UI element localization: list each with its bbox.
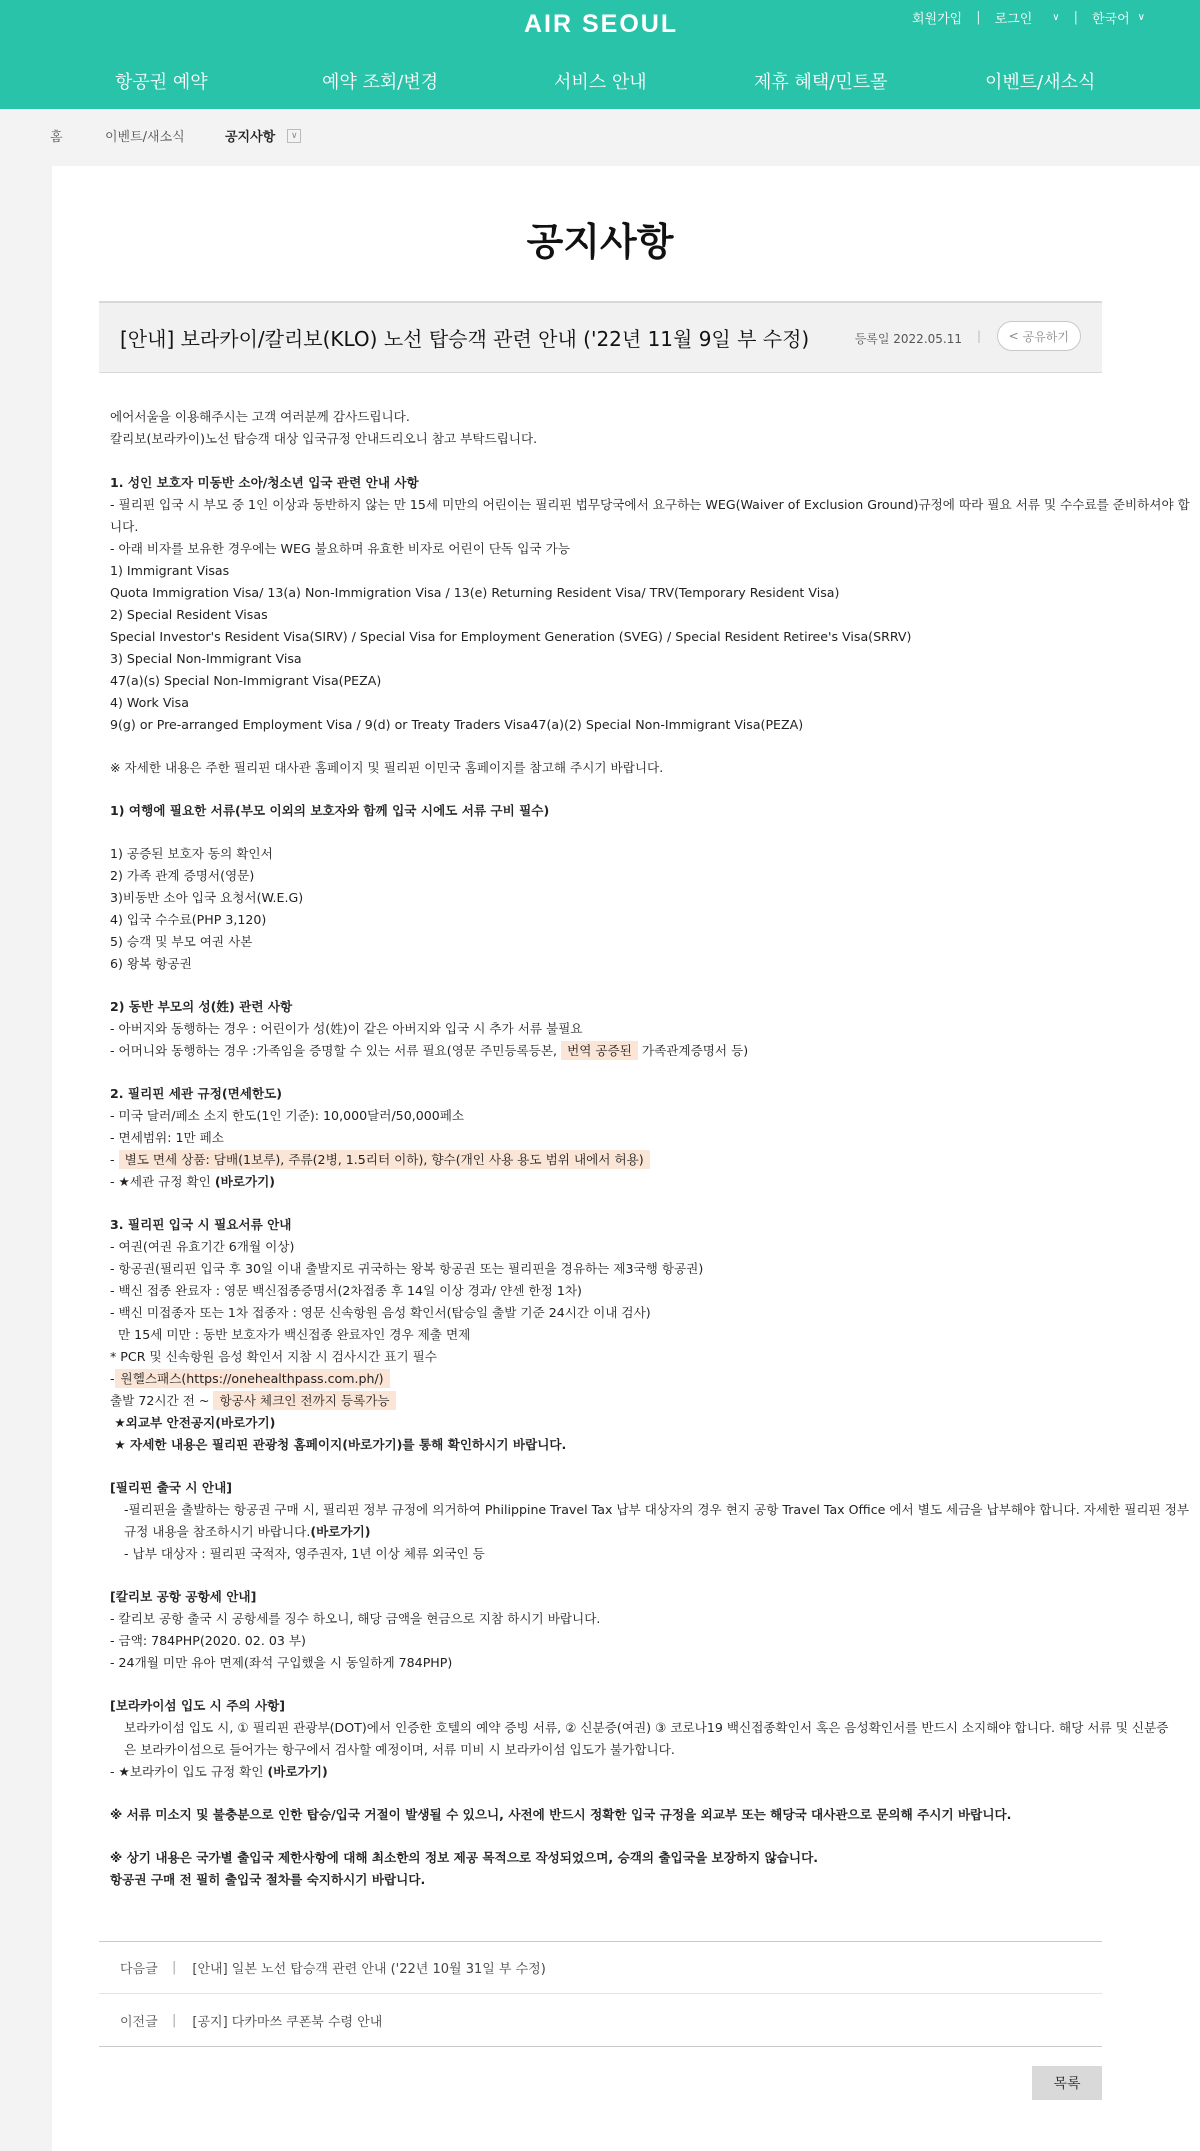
- body-text: - 미국 달러/페소 소지 한도(1인 기준): 10,000달러/50,000페소: [110, 1108, 465, 1123]
- section-heading: [필리핀 출국 시 안내]: [110, 1480, 232, 1495]
- breadcrumb-home[interactable]: 홈: [50, 130, 63, 145]
- site-header: [0, 0, 1200, 109]
- next-post-row[interactable]: [99, 1941, 1102, 1994]
- highlight-text: 번역 공증된: [561, 1041, 638, 1060]
- body-text: Special Investor's Resident Visa(SIRV) / Special Visa for Employment Generation (SVEG) / Special Resident Retiree's Visa(SRRV): [110, 629, 912, 644]
- breadcrumb-events[interactable]: 이벤트/새소식: [105, 130, 185, 145]
- body-text: Quota Immigration Visa/ 13(a) Non-Immigration Visa / 13(e) Returning Resident Visa/ TRV(Temporary Resident Visa): [110, 585, 840, 600]
- body-text: [110, 1149, 1185, 1171]
- post-header: [99, 301, 1102, 373]
- section-heading: 3. 필리핀 입국 시 필요서류 안내: [110, 1217, 292, 1232]
- list-item: 1) 공증된 보호자 동의 확인서: [110, 846, 273, 861]
- body-text: [110, 1368, 1185, 1390]
- divider: |: [172, 2012, 177, 2028]
- body-note: ※ 자세한 내용은 주한 필리핀 대사관 홈페이지 및 필리핀 이민국 홈페이지를 참고해 주시기 바랍니다.: [110, 760, 664, 775]
- main-nav: [0, 68, 1200, 98]
- body-text: 은 보라카이섬으로 들어가는 항구에서 검사할 예정이며, 서류 미비 시 보라카이섬 입도가 불가합니다.: [124, 1742, 675, 1757]
- body-text: - 24개월 미만 유아 면제(좌석 구입했을 시 동일하게 784PHP): [110, 1655, 453, 1670]
- body-text: - 항공권(필리핀 입국 후 30일 이내 출발지로 귀국하는 왕복 항공권 또는 필리핀을 경유하는 제3국행 항공권): [110, 1261, 704, 1276]
- body-text: - 아래 비자를 보유한 경우에는 WEG 불요하며 유효한 비자로 어린이 단독 입국 가능: [110, 541, 570, 556]
- section-heading: 2) 동반 부모의 성(姓) 관련 사항: [110, 999, 293, 1014]
- divider: |: [976, 10, 981, 25]
- next-post-title[interactable]: [안내] 일본 노선 탑승객 관련 안내 ('22년 10월 31일 부 수정): [192, 1962, 546, 1977]
- next-post-label: 다음글: [120, 1962, 158, 1977]
- mofa-notice-link[interactable]: ★외교부 안전공지(바로가기): [110, 1415, 276, 1430]
- section-heading: [보라카이섬 입도 시 주의 사항]: [110, 1698, 286, 1713]
- body-text: [110, 1040, 1185, 1062]
- body-text: 니다.: [110, 519, 139, 534]
- body-text: 9(g) or Pre-arranged Employment Visa / 9(d) or Treaty Traders Visa47(a)(2) Special Non-Immigrant Visa(PEZA): [110, 717, 804, 732]
- body-text: - 백신 접종 완료자 : 영문 백신접종증명서(2차접종 후 14일 이상 경과/ 얀센 한정 1차): [110, 1283, 582, 1298]
- prev-post-label: 이전글: [120, 2014, 158, 2030]
- chevron-down-icon[interactable]: ∨: [1052, 12, 1060, 23]
- tourism-link[interactable]: ★ 자세한 내용은 필리핀 관광청 홈페이지(바로가기)를 통해 확인하시기 바랍니다.: [110, 1437, 567, 1452]
- list-item: 3)비동반 소아 입국 요청서(W.E.G): [110, 890, 304, 905]
- divider: |: [1073, 10, 1078, 25]
- body-text: - 여권(여권 유효기간 6개월 이상): [110, 1239, 295, 1254]
- body-text: [110, 1761, 1185, 1783]
- boracay-link[interactable]: (바로가기): [267, 1764, 328, 1779]
- utility-menu: [912, 8, 1145, 27]
- page-title: 공지사항: [526, 220, 674, 264]
- body-text: 47(a)(s) Special Non-Immigrant Visa(PEZA): [110, 673, 382, 688]
- prev-post-title[interactable]: [공지] 다카마쓰 쿠폰북 수령 안내: [192, 2014, 383, 2030]
- nav-partner-benefits[interactable]: 제휴 혜택/민트몰: [754, 72, 888, 93]
- body-text: [110, 1390, 1185, 1412]
- nav-events-news[interactable]: 이벤트/새소식: [985, 72, 1096, 93]
- body-text: - 면세범위: 1만 페소: [110, 1130, 224, 1145]
- chevron-down-icon[interactable]: ∨: [1137, 12, 1145, 23]
- highlight-text: 항공사 체크인 전까지 등록가능: [213, 1391, 395, 1410]
- post-body: [110, 406, 1190, 1891]
- share-button[interactable]: [997, 321, 1081, 351]
- body-text: - 어머니와 동행하는 경우 :가족임을 증명할 수 있는 서류 필요(영문 주민등록등본,: [110, 1043, 558, 1058]
- section-heading: 1. 성인 보호자 미동반 소아/청소년 입국 관련 안내 사항: [110, 475, 419, 490]
- divider: |: [172, 1960, 177, 1975]
- body-text: - 백신 미접종자 또는 1차 접종자 : 영문 신속항원 음성 확인서(탑승일 출발 기준 24시간 이내 검사): [110, 1305, 651, 1320]
- nav-flight-booking[interactable]: 항공권 예약: [115, 72, 208, 93]
- list-item: 2) 가족 관계 증명서(영문): [110, 868, 255, 883]
- post-title: [안내] 보라카이/칼리보(KLO) 노선 탑승객 관련 안내 ('22년 11월 9일 부 수정): [120, 327, 810, 351]
- language-select[interactable]: 한국어: [1091, 12, 1130, 27]
- section-heading: [칼리보 공항 공항세 안내]: [110, 1589, 257, 1604]
- warning-text: 항공권 구매 전 필히 출입국 절차를 숙지하시기 바랍니다.: [110, 1872, 426, 1887]
- body-text: 출발 72시간 전 ~: [110, 1393, 210, 1408]
- list-button[interactable]: 목록: [1032, 2066, 1102, 2100]
- body-text: - 납부 대상자 : 필리핀 국적자, 영주권자, 1년 이상 체류 외국인 등: [124, 1546, 485, 1561]
- post-date: 등록일 2022.05.11: [854, 332, 962, 346]
- travel-tax-link[interactable]: (바로가기): [310, 1524, 371, 1539]
- nav-reservation-lookup[interactable]: 예약 조회/변경: [322, 72, 439, 93]
- breadcrumb-notice: 공지사항: [225, 130, 276, 145]
- share-label: 공유하기: [1022, 329, 1069, 344]
- customs-link[interactable]: (바로가기): [214, 1174, 276, 1189]
- login-link[interactable]: 로그인: [994, 12, 1033, 27]
- body-text: 에어서울을 이용해주시는 고객 여러분께 감사드립니다.: [110, 409, 410, 424]
- body-text: 보라카이섬 입도 시, ① 필리핀 관광부(DOT)에서 인증한 호텔의 예약 증빙 서류, ② 신분증(여권) ③ 코로나19 백신접종확인서 혹은 음성확인서를 반드시 소지해야 합니다. 해당 서류 및 신분증: [124, 1720, 1169, 1735]
- nav-service-info[interactable]: 서비스 안내: [554, 72, 647, 93]
- body-text: [110, 1521, 1185, 1543]
- share-icon: <: [1008, 329, 1019, 343]
- body-text: 규정 내용을 참조하시기 바랍니다.: [124, 1524, 311, 1539]
- body-text: - 필리핀 입국 시 부모 중 1인 이상과 동반하지 않는 만 15세 미만의 어린이는 필리핀 법무당국에서 요구하는 WEG(Waiver of Exclusion Ground)규정에 따라 필요 서류 및 수수료를 준비하셔야 합: [110, 497, 1190, 512]
- content-card: [52, 166, 1200, 2151]
- body-text: * PCR 및 신속항원 음성 확인서 지참 시 검사시간 표기 필수: [110, 1349, 437, 1364]
- body-text: - 아버지와 동행하는 경우 : 어린이가 성(姓)이 같은 아버지와 입국 시 추가 서류 불필요: [110, 1021, 583, 1036]
- warning-text: ※ 서류 미소지 및 불충분으로 인한 탑승/입국 거절이 발생될 수 있으니, 사전에 반드시 정확한 입국 규정을 외교부 또는 해당국 대사관으로 문의해 주시기 바랍니다.: [110, 1807, 1012, 1822]
- chevron-down-icon[interactable]: ∨: [287, 129, 301, 143]
- body-text: - ★세관 규정 확인: [110, 1174, 211, 1189]
- body-text: - 칼리보 공항 출국 시 공항세를 징수 하오니, 해당 금액을 현금으로 지참 하시기 바랍니다.: [110, 1611, 601, 1626]
- body-text: 만 15세 미만 : 동반 보호자가 백신접종 완료자인 경우 제출 면제: [110, 1327, 471, 1342]
- body-text: -: [110, 1371, 115, 1386]
- body-text: 2) Special Resident Visas: [110, 607, 268, 622]
- onehealthpass-link[interactable]: 원헬스패스(https://onehealthpass.com.ph/): [115, 1369, 390, 1388]
- air-seoul-logo[interactable]: AIR SEOUL: [524, 10, 679, 38]
- body-text: 3) Special Non-Immigrant Visa: [110, 651, 302, 666]
- warning-text: ※ 상기 내용은 국가별 출입국 제한사항에 대해 최소한의 정보 제공 목적으로 작성되었으며, 승객의 출입국을 보장하지 않습니다.: [110, 1850, 819, 1865]
- body-text: - ★보라카이 입도 규정 확인: [110, 1764, 264, 1779]
- body-text: [110, 1171, 1185, 1193]
- body-text: 4) Work Visa: [110, 695, 189, 710]
- body-text: - 금액: 784PHP(2020. 02. 03 부): [110, 1633, 306, 1648]
- body-text: -: [110, 1152, 115, 1167]
- divider: |: [976, 329, 981, 343]
- body-text: -필리핀을 출발하는 항공권 구매 시, 필리핀 정부 규정에 의거하여 Philippine Travel Tax 납부 대상자의 경우 현지 공항 Travel Tax Office 에서 별도 세금을 납부해야 합니다. 자세한 필리핀 정부: [124, 1502, 1190, 1517]
- prev-post-row[interactable]: [99, 1994, 1102, 2047]
- section-heading: 1) 여행에 필요한 서류(부모 이외의 보호자와 함께 입국 시에도 서류 구비 필수): [110, 803, 550, 818]
- body-text: 칼리보(보라카이)노선 탑승객 대상 입국규정 안내드리오니 참고 부탁드립니다.: [110, 431, 538, 446]
- signup-link[interactable]: 회원가입: [911, 12, 963, 27]
- list-item: 4) 입국 수수료(PHP 3,120): [110, 912, 267, 927]
- highlight-text: 별도 면세 상품: 담배(1보루), 주류(2병, 1.5리터 이하), 향수(개인 사용 용도 범위 내에서 허용): [119, 1150, 650, 1169]
- list-item: 5) 승객 및 부모 여권 사본: [110, 934, 253, 949]
- body-text: 1) Immigrant Visas: [110, 563, 230, 578]
- section-heading: 2. 필리핀 세관 규정(면세한도): [110, 1086, 283, 1101]
- breadcrumb: [50, 126, 301, 145]
- list-item: 6) 왕복 항공권: [110, 956, 192, 971]
- body-text: 가족관계증명서 등): [641, 1043, 749, 1058]
